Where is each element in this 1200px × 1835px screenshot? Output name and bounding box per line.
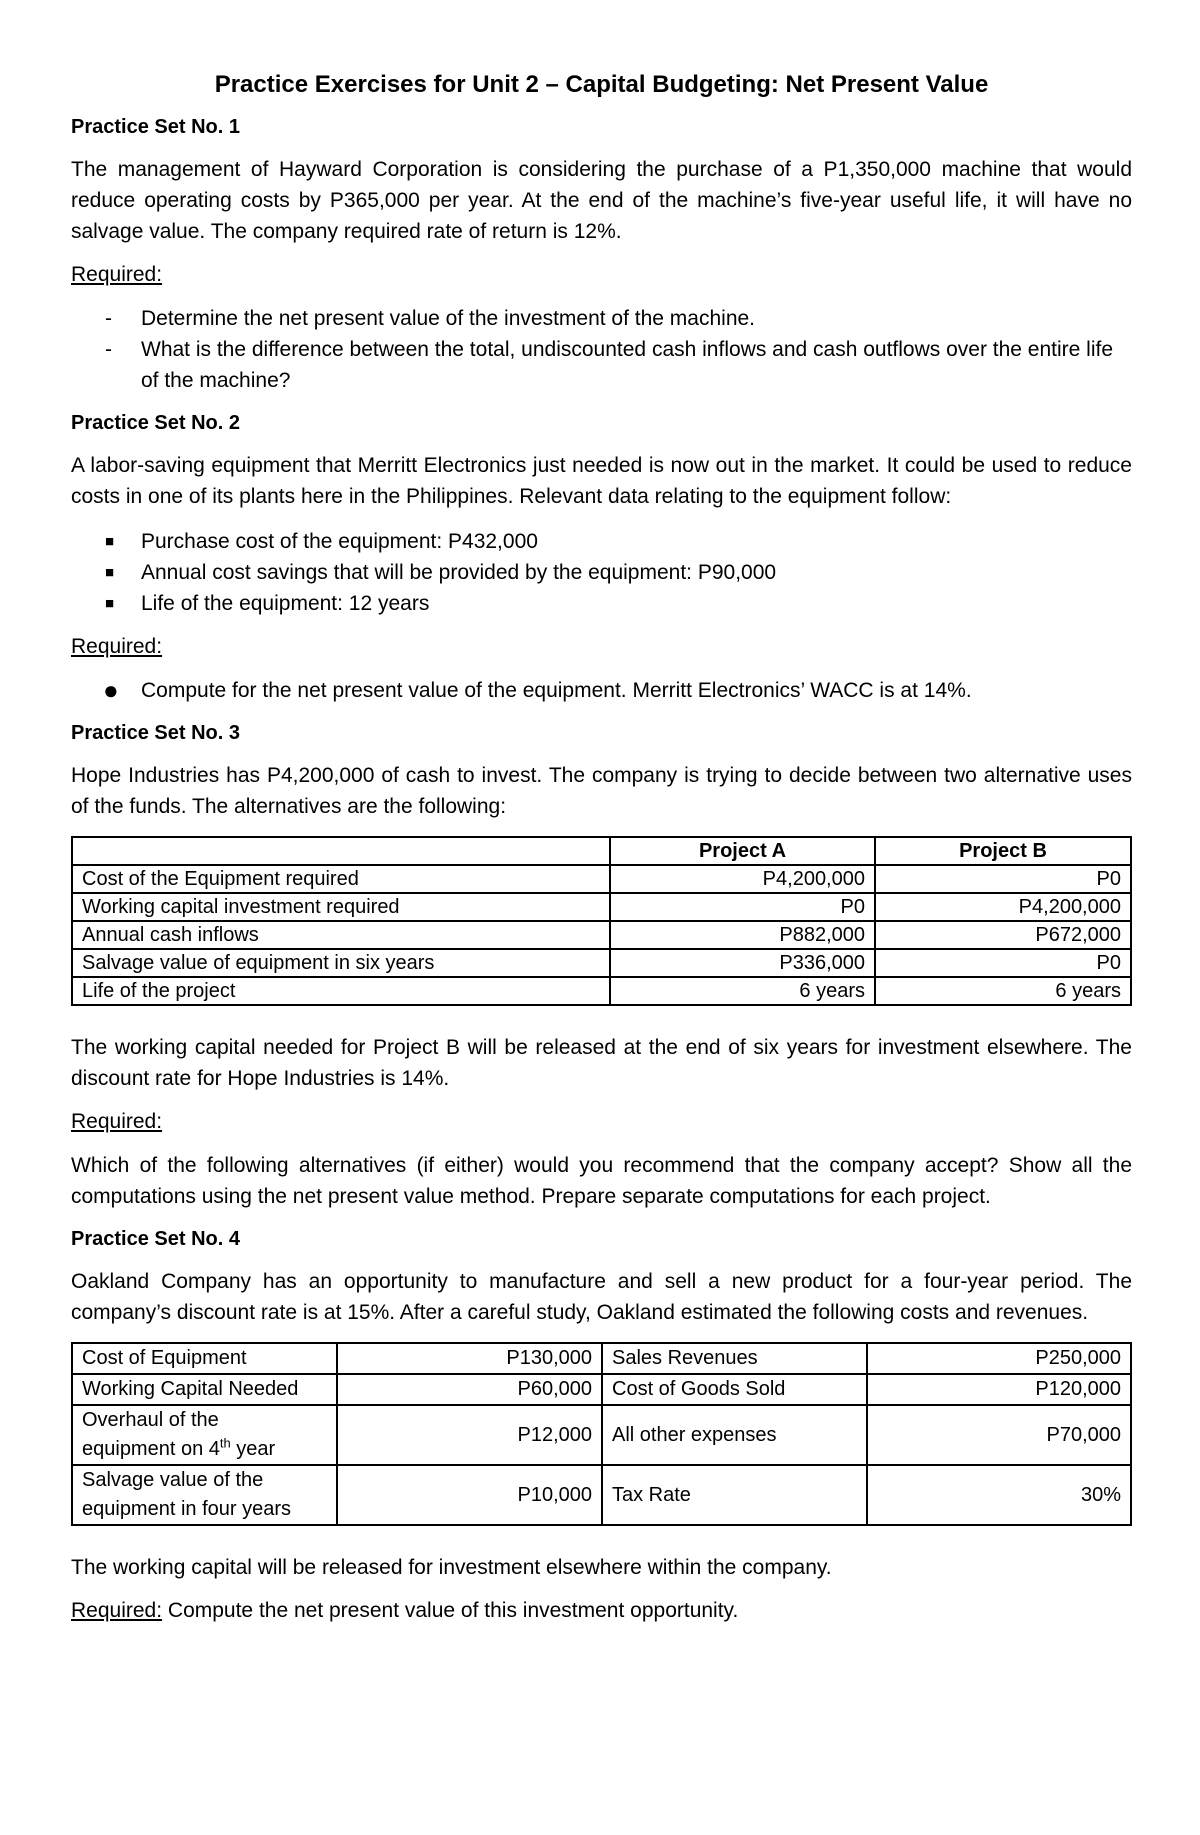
table-header-cell: Project B (875, 837, 1131, 865)
set-1-heading: Practice Set No. 1 (71, 116, 240, 138)
cell-line: equipment in four years (82, 1498, 292, 1520)
set-2-heading: Practice Set No. 2 (71, 412, 240, 434)
cell-line: Salvage value of the (82, 1469, 264, 1491)
set-4-heading: Practice Set No. 4 (71, 1228, 240, 1250)
set-2-required (71, 633, 1132, 661)
set-3-required-text: Which of the following alternatives (if either) would you recommend that the company accept? Show all the computations using the net present value method. Prepare separate computations for each project. (71, 1154, 1132, 1208)
table-cell: Working capital investment required (72, 893, 610, 921)
table-row (72, 893, 1131, 921)
list-item (71, 334, 1132, 396)
set-4-table (71, 1342, 1132, 1526)
table-cell: Cost of Equipment (72, 1343, 337, 1374)
page-title: Practice Exercises for Unit 2 – Capital Budgeting: Net Present Value (214, 71, 989, 98)
table-header-cell (72, 837, 610, 865)
required-label: Required: (71, 1599, 163, 1622)
table-cell: P60,000 (337, 1374, 602, 1405)
list-item (71, 588, 1132, 619)
table-cell: P70,000 (867, 1405, 1131, 1465)
table-cell: P882,000 (610, 921, 875, 949)
table-cell (72, 1465, 337, 1525)
list-item (71, 557, 1132, 588)
square-bullet-icon: ■ (105, 564, 115, 581)
superscript: th (219, 1435, 231, 1451)
set-1-required-list (71, 303, 1132, 396)
table-cell: Annual cash inflows (72, 921, 610, 949)
set-2-paragraph: A labor-saving equipment that Merritt Electronics just needed is now out in the market. It could be used to reduce costs in one of its plants here in the Philippines. Relevant data relating to the equipment follow: (71, 454, 1132, 508)
dash-marker: - (105, 307, 112, 330)
required-label: Required: (71, 1110, 163, 1133)
table-cell: 6 years (875, 977, 1131, 1005)
table-cell: P12,000 (337, 1405, 602, 1465)
set-3-paragraph-2: The working capital needed for Project B will be released at the end of six years for investment elsewhere. The discount rate for Hope Industries is 14%. (71, 1036, 1132, 1090)
required-label: Required: (71, 263, 163, 286)
dot-bullet-icon: ● (103, 675, 119, 705)
table-cell: Cost of the Equipment required (72, 865, 610, 893)
table-cell: All other expenses (602, 1405, 867, 1465)
table-row (72, 1405, 1131, 1465)
table-row (72, 1465, 1131, 1525)
set-3-heading: Practice Set No. 3 (71, 722, 240, 744)
table-cell: Sales Revenues (602, 1343, 867, 1374)
table-cell: Tax Rate (602, 1465, 867, 1525)
table-row (72, 1343, 1131, 1374)
square-bullet-icon: ■ (105, 595, 115, 612)
table-row (72, 1374, 1131, 1405)
dash-marker: - (105, 338, 112, 361)
list-item-text: Determine the net present value of the investment of the machine. (141, 307, 756, 330)
table-header-row (72, 837, 1131, 865)
table-cell: P4,200,000 (610, 865, 875, 893)
list-item-text: Purchase cost of the equipment: P432,000 (141, 530, 538, 553)
table-cell: Life of the project (72, 977, 610, 1005)
set-3-paragraph: Hope Industries has P4,200,000 of cash to invest. The company is trying to decide between two alternative uses of the funds. The alternatives are the following: (71, 764, 1132, 818)
list-item-text: Compute for the net present value of the equipment. Merritt Electronics’ WACC is at 14%. (141, 679, 972, 702)
set-1-required (71, 261, 1132, 289)
list-item-text: What is the difference between the total, undiscounted cash inflows and cash outflows over the entire life of the machine? (141, 338, 1114, 392)
table-cell: P0 (875, 865, 1131, 893)
square-bullet-icon: ■ (105, 533, 115, 550)
table-cell: P10,000 (337, 1465, 602, 1525)
list-item (71, 303, 1132, 334)
list-item-text: Annual cost savings that will be provided by the equipment: P90,000 (141, 561, 777, 584)
table-cell: P0 (610, 893, 875, 921)
table-cell: Working Capital Needed (72, 1374, 337, 1405)
table-header-cell: Project A (610, 837, 875, 865)
set-3-required (71, 1108, 1132, 1136)
cell-line: Overhaul of the (82, 1409, 219, 1431)
table-cell: P130,000 (337, 1343, 602, 1374)
table-cell: P0 (875, 949, 1131, 977)
table-cell: 30% (867, 1465, 1131, 1525)
table-cell: P250,000 (867, 1343, 1131, 1374)
table-cell (72, 1405, 337, 1465)
set-4-paragraph-2: The working capital will be released for investment elsewhere within the company. (71, 1556, 832, 1579)
list-item (71, 526, 1132, 557)
list-item-text: Life of the equipment: 12 years (141, 592, 430, 615)
cell-line: equipment on 4 (82, 1438, 220, 1460)
set-4-required-text: Compute the net present value of this investment opportunity. (162, 1599, 739, 1622)
set-2-data-list (71, 526, 1132, 619)
table-cell: Cost of Goods Sold (602, 1374, 867, 1405)
table-cell: 6 years (610, 977, 875, 1005)
set-1-paragraph: The management of Hayward Corporation is considering the purchase of a P1,350,000 machine that would reduce operating costs by P365,000 per year. At the end of the machine’s five-year useful life, it will have no salvage value. The company required rate of return is 12%. (71, 158, 1132, 243)
table-row (72, 949, 1131, 977)
table-cell: P336,000 (610, 949, 875, 977)
table-row (72, 921, 1131, 949)
table-row (72, 865, 1131, 893)
cell-line: year (230, 1438, 276, 1460)
required-label: Required: (71, 635, 163, 658)
table-cell: P672,000 (875, 921, 1131, 949)
list-item (71, 675, 1132, 706)
set-3-table (71, 836, 1132, 1006)
set-2-required-list (71, 675, 1132, 706)
document-page (71, 70, 1132, 1639)
set-4-required (71, 1597, 1132, 1625)
table-cell: P4,200,000 (875, 893, 1131, 921)
set-4-paragraph: Oakland Company has an opportunity to manufacture and sell a new product for a four-year period. The company’s discount rate is at 15%. After a careful study, Oakland estimated the following costs and revenues. (71, 1270, 1132, 1324)
table-cell: Salvage value of equipment in six years (72, 949, 610, 977)
table-cell: P120,000 (867, 1374, 1131, 1405)
table-row (72, 977, 1131, 1005)
